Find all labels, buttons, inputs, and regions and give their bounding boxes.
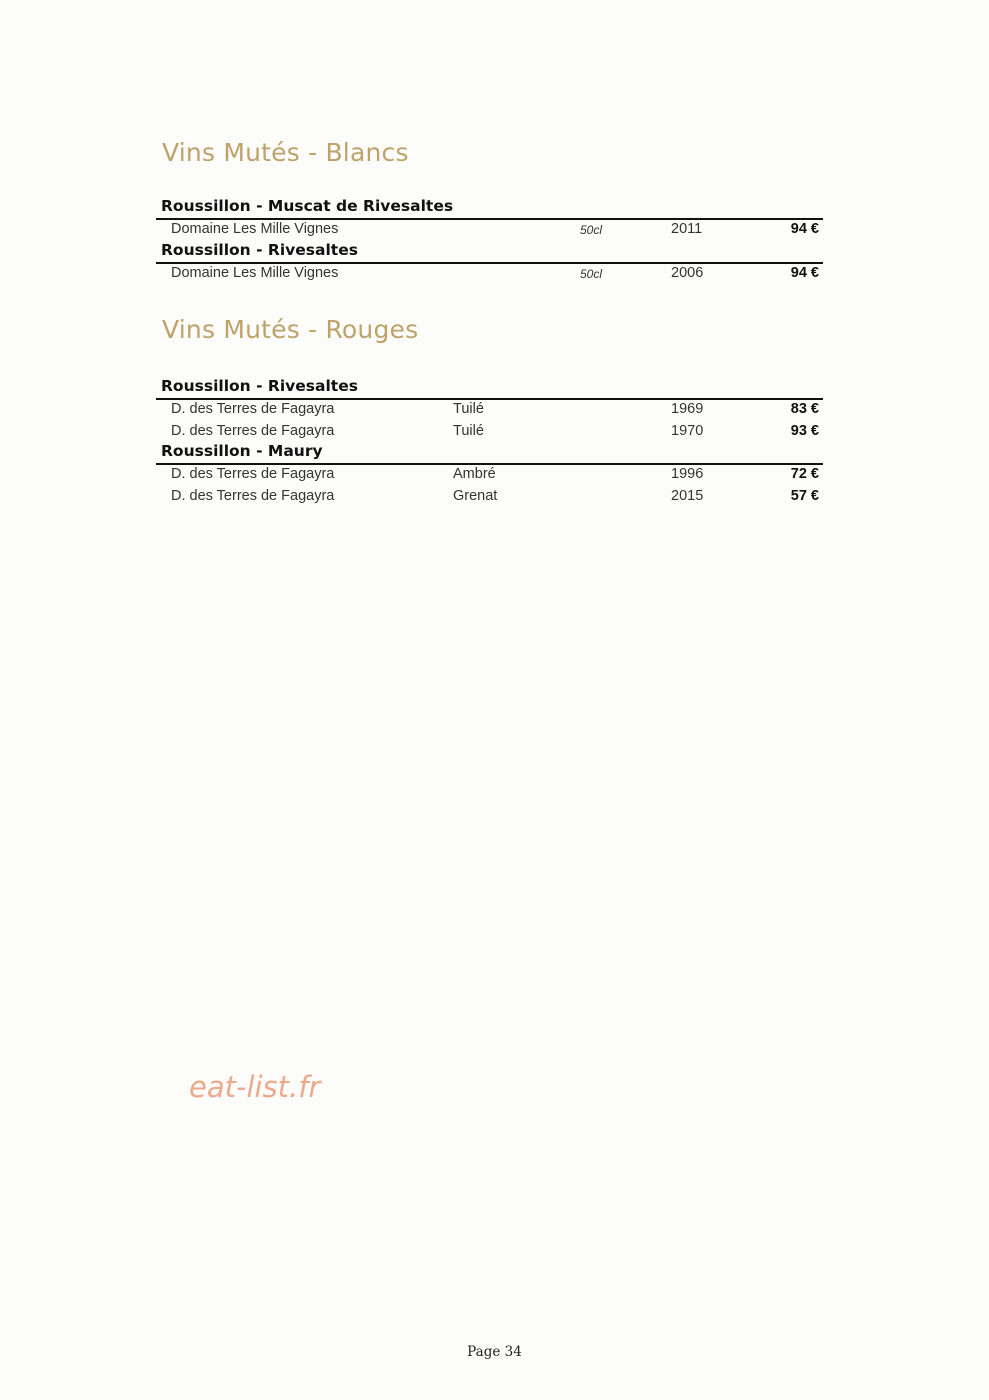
group-header-maury: Roussillon - Maury: [161, 442, 323, 460]
wine-price: 94 €: [790, 221, 819, 237]
wine-row: [156, 401, 823, 421]
section-title-rouges: Vins Mutés - Rouges: [162, 315, 419, 344]
page-number: Page 34: [467, 1344, 522, 1360]
wine-name: D. des Terres de Fagayra: [171, 423, 335, 439]
wine-name: D. des Terres de Fagayra: [171, 401, 335, 417]
divider: [156, 262, 823, 264]
wine-price: 72 €: [790, 466, 819, 482]
wine-price: 94 €: [790, 265, 819, 281]
wine-year: 1969: [671, 401, 704, 417]
wine-year: 1970: [671, 423, 704, 439]
wine-type: Ambré: [453, 466, 496, 482]
wine-year: 2006: [671, 265, 704, 281]
wine-year: 2011: [671, 221, 703, 237]
wine-name: Domaine Les Mille Vignes: [171, 265, 339, 281]
wine-price: 83 €: [790, 401, 819, 417]
wine-name: D. des Terres de Fagayra: [171, 466, 335, 482]
wine-name: D. des Terres de Fagayra: [171, 488, 335, 504]
wine-price: 93 €: [790, 423, 819, 439]
group-header-rivesaltes: Roussillon - Rivesaltes: [161, 241, 358, 259]
watermark: eat-list.fr: [189, 1070, 321, 1104]
wine-row: [156, 423, 823, 443]
divider: [156, 398, 823, 400]
wine-year: 2015: [671, 488, 704, 504]
wine-row: [156, 466, 823, 486]
wine-row: [156, 265, 823, 285]
wine-size: 50cl: [580, 267, 603, 281]
wine-type: Grenat: [453, 488, 498, 504]
group-header-muscat-de-rivesaltes: Roussillon - Muscat de Rivesaltes: [161, 197, 454, 215]
wine-row: [156, 221, 823, 241]
divider: [156, 463, 823, 465]
section-title-blancs: Vins Mutés - Blancs: [162, 138, 409, 167]
wine-name: Domaine Les Mille Vignes: [171, 221, 339, 237]
group-header-rivesaltes: Roussillon - Rivesaltes: [161, 377, 358, 395]
divider: [156, 218, 823, 220]
wine-price: 57 €: [790, 488, 819, 504]
wine-row: [156, 488, 823, 508]
wine-type: Tuilé: [453, 401, 484, 417]
wine-size: 50cl: [580, 223, 603, 237]
wine-type: Tuilé: [453, 423, 484, 439]
wine-year: 1996: [671, 466, 704, 482]
